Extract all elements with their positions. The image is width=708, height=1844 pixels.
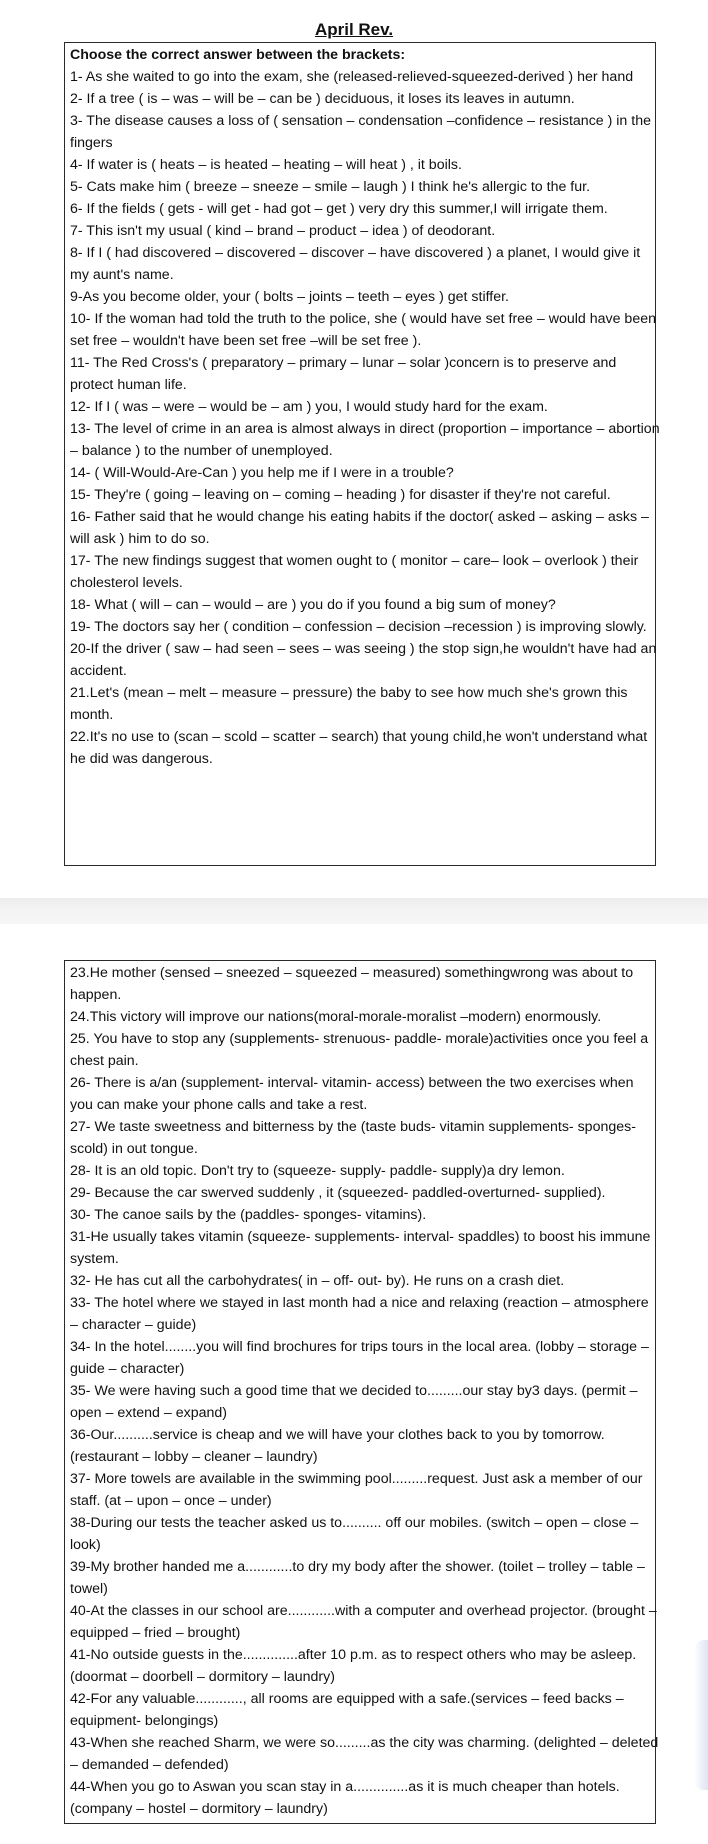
question-item: 31-He usually takes vitamin (squeeze- supplements- interval- spaddles) to boost his immune system. bbox=[70, 1229, 651, 1267]
question-item: 9-As you become older, your ( bolts – joints – teeth – eyes ) get stiffer. bbox=[70, 289, 509, 305]
question-item: 5- Cats make him ( breeze – sneeze – smile – laugh ) I think he's allergic to the fur. bbox=[70, 179, 591, 195]
question-item: 20-If the driver ( saw – had seen – sees – was seeing ) the stop sign,he wouldn't have had an accident. bbox=[70, 641, 657, 679]
worksheet-page-1 bbox=[0, 0, 708, 898]
question-item: 1- As she waited to go into the exam, she (released-relieved-squeezed-derived ) her hand bbox=[70, 69, 634, 85]
question-item: 13- The level of crime in an area is almost always in direct (proportion – importance – abortion – balance ) to the number of unemployed. bbox=[70, 421, 660, 459]
question-item: 14- ( Will-Would-Are-Can ) you help me if I were in a trouble? bbox=[70, 465, 454, 481]
question-item: 39-My brother handed me a............to dry my body after the shower. (toilet – trolley – table – towel) bbox=[70, 1559, 645, 1597]
question-item: 10- If the woman had told the truth to the police, she ( would have set free – would have been set free – wouldn't have been set free –will be set free ). bbox=[70, 311, 656, 349]
question-item: 22.It's no use to (scan – scold – scatter – search) that young child,he won't understand what he did was dangerous. bbox=[70, 729, 648, 767]
question-item: 41-No outside guests in the..............after 10 p.m. as to respect others who may be asleep.(doormat – doorbell – dormitory – laundry) bbox=[70, 1647, 637, 1685]
question-item: 35- We were having such a good time that we decided to.........our stay by3 days. (permit – open – extend – expand) bbox=[70, 1383, 638, 1421]
question-list-1 bbox=[70, 66, 660, 770]
question-item: 3- The disease causes a loss of ( sensation – condensation –confidence – resistance ) in the fingers bbox=[70, 113, 651, 151]
question-item: 40-At the classes in our school are............with a computer and overhead projector. (brought – equipped – fried – brought) bbox=[70, 1603, 657, 1641]
question-item: 32- He has cut all the carbohydrates( in – off- out- by). He runs on a crash diet. bbox=[70, 1273, 565, 1289]
question-item: 19- The doctors say her ( condition – confession – decision –recession ) is improving slowly. bbox=[70, 619, 647, 635]
question-list-2 bbox=[70, 962, 660, 1820]
question-item: 33- The hotel where we stayed in last month had a nice and relaxing (reaction – atmosphere – character – guide) bbox=[70, 1295, 649, 1333]
question-item: 11- The Red Cross's ( preparatory – primary – lunar – solar )concern is to preserve and protect human life. bbox=[70, 355, 617, 393]
question-item: 38-During our tests the teacher asked us to.......... off our mobiles. (switch – open – close – look) bbox=[70, 1515, 639, 1553]
instructions: Choose the correct answer between the brackets: bbox=[70, 47, 406, 63]
question-item: 43-When she reached Sharm, we were so.........as the city was charming. (delighted – deleted – demanded – defended) bbox=[70, 1735, 659, 1773]
question-item: 24.This victory will improve our nations(moral-morale-moralist –modern) enormously. bbox=[70, 1009, 602, 1025]
question-item: 36-Our..........service is cheap and we will have your clothes back to you by tomorrow. (restaurant – lobby – cleaner – laundry) bbox=[70, 1427, 605, 1465]
question-item: 16- Father said that he would change his eating habits if the doctor( asked – asking – asks – will ask ) him to do so. bbox=[70, 509, 649, 547]
question-item: 6- If the fields ( gets - will get - had got – get ) very dry this summer,I will irrigate them. bbox=[70, 201, 608, 217]
question-item: 27- We taste sweetness and bitterness by the (taste buds- vitamin supplements- sponges- scold) in out tongue. bbox=[70, 1119, 636, 1157]
question-item: 15- They're ( going – leaving on – coming – heading ) for disaster if they're not careful. bbox=[70, 487, 611, 503]
question-item: 26- There is a/an (supplement- interval- vitamin- access) between the two exercises when you can make your phone calls and take a rest. bbox=[70, 1075, 634, 1113]
question-item: 30- The canoe sails by the (paddles- sponges- vitamins). bbox=[70, 1207, 427, 1223]
question-item: 18- What ( will – can – would – are ) you do if you found a big sum of money? bbox=[70, 597, 556, 613]
question-item: 29- Because the car swerved suddenly , it (squeezed- paddled-overturned- supplied). bbox=[70, 1185, 606, 1201]
question-item: 23.He mother (sensed – sneezed – squeezed – measured) somethingwrong was about to happen. bbox=[70, 965, 634, 1003]
page-gap bbox=[0, 898, 708, 924]
question-item: 8- If I ( had discovered – discovered – discover – have discovered ) a planet, I would give it my aunt's name. bbox=[70, 245, 641, 283]
worksheet-page-2 bbox=[0, 924, 708, 1844]
question-item: 42-For any valuable............, all rooms are equipped with a safe.(services – feed backs – equipment- belongings) bbox=[70, 1691, 624, 1729]
question-item: 25. You have to stop any (supplements- strenuous- paddle- morale)activities once you feel a chest pain. bbox=[70, 1031, 649, 1069]
question-item: 21.Let's (mean – melt – measure – pressure) the baby to see how much she's grown this month. bbox=[70, 685, 628, 723]
question-item: 7- This isn't my usual ( kind – brand – product – idea ) of deodorant. bbox=[70, 223, 496, 239]
scroll-edge-shadow bbox=[694, 1640, 708, 1790]
question-item: 37- More towels are available in the swimming pool.........request. Just ask a member of our staff. (at – upon – once – under) bbox=[70, 1471, 643, 1509]
question-item: 44-When you go to Aswan you scan stay in a..............as it is much cheaper than hotels.(company – hostel – dormitory – laundry) bbox=[70, 1779, 620, 1817]
question-item: 34- In the hotel........you will find brochures for trips tours in the local area. (lobby – storage – guide – character) bbox=[70, 1339, 649, 1377]
question-item: 28- It is an old topic. Don't try to (squeeze- supply- paddle- supply)a dry lemon. bbox=[70, 1163, 565, 1179]
worksheet-title: April Rev. bbox=[314, 20, 394, 39]
question-item: 17- The new findings suggest that women ought to ( monitor – care– look – overlook ) their cholesterol levels. bbox=[70, 553, 639, 591]
question-item: 4- If water is ( heats – is heated – heating – will heat ) , it boils. bbox=[70, 157, 462, 173]
question-item: 2- If a tree ( is – was – will be – can be ) deciduous, it loses its leaves in autumn. bbox=[70, 91, 575, 107]
question-item: 12- If I ( was – were – would be – am ) you, I would study hard for the exam. bbox=[70, 399, 548, 415]
